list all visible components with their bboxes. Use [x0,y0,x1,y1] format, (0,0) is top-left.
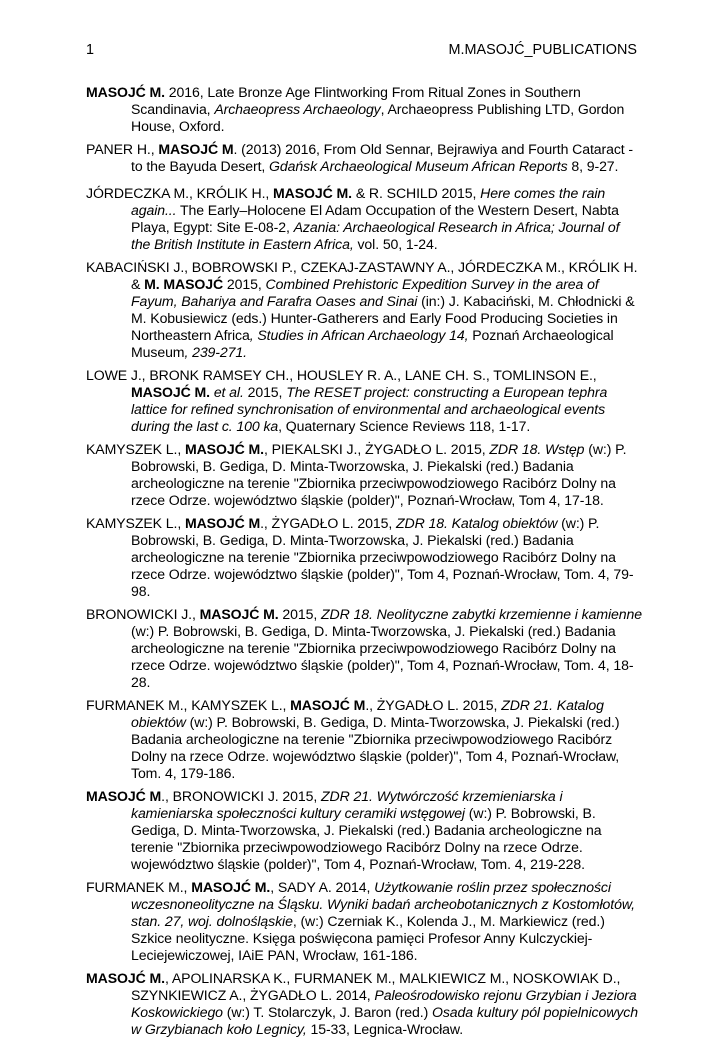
reference-title-text: Azania: Archaeological Research in Africa; Journal of the British Institute in Eastern Africa, [131,219,620,252]
reference-text: 2015, [243,384,287,400]
reference-text: (w:) P. Bobrowski, B. Gediga, D. Minta-Tworzowska, J. Piekalski (red.) Badania archeologiczne na terenie "Zbiornika przeciwpowodziowego Racibórz Dolny na rzece Odrze. województwo śląskie (polder)", Tom 4, Poznań-Wrocław, Tom. 4, 219-228. [131,805,602,872]
reference-entry [86,441,642,509]
reference-text: The Early–Holocene El Adam Occupation of the Western Desert, Nabta Playa, Egypt: Site E-08-2, [131,202,619,235]
reference-entry [86,185,642,253]
reference-title-text: Gdańsk Archaeological Museum African Reports [269,158,568,174]
reference-text: (w:) P. Bobrowski, B. Gediga, D. Minta-Tworzowska, J. Piekalski (red.) Badania archeologiczne na terenie "Zbiornika przeciwpowodziowego Racibórz Dolny na rzece Odrze. województwo śląskie (polder)", Poznań-Wrocław, Tom 4, 17-18. [131,441,627,508]
author-name-highlight: MASOJĆ M [184,515,261,531]
reference-entry [86,259,642,361]
reference-title-text: Here comes the rain again... [131,185,606,218]
reference-title-text: et al. [213,384,244,400]
reference-title-text: ZDR 21. Wytwórczość krzemieniarska i kamieniarska społeczności kultury ceramiki wstęgowej [131,788,563,821]
reference-text: ., ŻYGADŁO L. 2015, [365,697,502,713]
reference-entry [86,141,642,175]
reference-text: 2016, Late Bronze Age Flintworking From Ritual Zones in Southern Scandinavia, [131,84,581,117]
reference-text: , PIEKALSKI J., ŻYGADŁO L. 2015, [263,441,490,457]
page-header-title: M.MASOJĆ_PUBLICATIONS [448,42,637,58]
reference-text: , (w:) Czerniak K., Kolenda J., M. Markiewicz (red.) Szkice neolityczne. Księga poświęcona pamięci Profesor Anny Kulczyckiej-Leciejewiczowej, IAiE PAN, Wrocław, 161-186. [131,913,605,963]
reference-text: BRONOWICKI J., [86,606,200,622]
reference-text: , APOLINARSKA K., FURMANEK M., MALKIEWICZ M., NOSKOWIAK D., SZYNKIEWICZ A., ŻYGADŁO L. 2014, [131,970,621,1003]
reference-entry [86,788,642,873]
reference-title-text: ZDR 18. Neolityczne zabytki krzemienne i kamienne [321,606,642,622]
reference-text: KAMYSZEK L., [86,441,185,457]
author-name-highlight: MASOJĆ M. [273,185,352,201]
reference-text: 2015, [278,606,321,622]
reference-text: , Archaeopress Publishing LTD, Gordon House, Oxford. [131,101,625,134]
reference-text: PANER H., [86,141,159,157]
reference-text: & R. SCHILD 2015, [352,185,481,201]
reference-entry [86,367,642,435]
reference-title-text: Osada kultury pól popielnicowych w Grzybianach koło Legnicy, [131,1004,638,1037]
reference-text: . (2013) 2016, From Old Sennar, Bejrawiya and Fourth Cataract - to the Bayuda Desert, [131,141,633,174]
reference-title-text: ZDR 18. Wstęp [489,441,585,457]
author-name-highlight: MASOJĆ M. [86,84,165,100]
reference-text: Poznań Archaeological Museum [131,327,614,360]
page-number: 1 [86,42,95,58]
author-name-highlight: MASOJĆ M [158,141,234,157]
author-name-highlight: MASOJĆ M [290,697,366,713]
author-name-highlight: MASOJĆ M [86,788,162,804]
reference-title-text: ZDR 18. Katalog obiektów [395,515,558,531]
reference-text: FURMANEK M., KAMYSZEK L., [86,697,291,713]
reference-entry [86,606,642,691]
reference-text: , Quaternary Science Reviews 118, 1-17. [278,418,531,434]
reference-title-text: , 239-271. [184,344,247,360]
author-name-highlight: M. MASOJĆ [144,276,224,292]
reference-text: 15-33, Legnica-Wrocław. [306,1021,464,1037]
reference-text: (w:) T. Stolarczyk, J. Baron (red.) [222,1004,432,1020]
reference-entry [86,515,642,600]
reference-title-text: Użytkowanie roślin przez społeczności wczesnoneolityczne na Śląsku. Wyniki badań archeobotanicznych z Kostomłotów, stan. 27, woj. dolnośląskie [131,879,635,929]
reference-title-text: ZDR 21. Katalog obiektów [131,697,604,730]
reference-entry [86,879,642,964]
reference-title-text: Archaeopress Archaeology [214,101,381,117]
author-name-highlight: MASOJĆ M. [191,879,271,895]
reference-text: , SADY A. 2014, [270,879,375,895]
reference-text: (in:) J. Kabaciński, M. Chłodnicki & M. Kobusiewicz (eds.) Hunter-Gatherers and Early Food Producing Societies in Northeastern Africa [131,293,635,343]
reference-text: FURMANEK M., [86,879,192,895]
author-name-highlight: MASOJĆ M. [199,606,279,622]
reference-text: KAMYSZEK L., [86,515,185,531]
reference-text: LOWE J., BRONK RAMSEY CH., HOUSLEY R. A., LANE CH. S., TOMLINSON E., [86,367,597,383]
reference-list [86,84,642,1044]
author-name-highlight: MASOJĆ M. [131,384,210,400]
author-name-highlight: MASOJĆ M. [184,441,264,457]
reference-entry [86,970,642,1038]
reference-text: (w:) P. Bobrowski, B. Gediga, D. Minta-Tworzowska, J. Piekalski (red.) Badania archeologiczne na terenie "Zbiornika przeciwpowodziowego Racibórz Dolny na rzece Odrze. województwo śląskie (polder)", Tom 4, Poznań-Wrocław, Tom. 4, 79-98. [131,515,634,599]
reference-text: 2015, [223,276,266,292]
reference-entry [86,697,642,782]
reference-text: 8, 9-27. [567,158,619,174]
reference-text: vol. 50, 1-24. [353,236,438,252]
reference-text: ., ŻYGADŁO L. 2015, [260,515,396,531]
reference-entry [86,84,642,135]
reference-text: ., BRONOWICKI J. 2015, [161,788,321,804]
reference-text: (w:) P. Bobrowski, B. Gediga, D. Minta-Tworzowska, J. Piekalski (red.) Badania archeologiczne na terenie "Zbiornika przeciwpowodziowego Racibórz Dolny na rzece Odrze. województwo śląskie (polder)", Tom 4, Poznań-Wrocław, Tom. 4, 179-186. [131,714,620,781]
reference-title-text: Paleośrodowisko rejonu Grzybian i Jeziora Koskowickiego [131,987,637,1020]
reference-text: JÓRDECZKA M., KRÓLIK H., [86,185,274,201]
reference-text: (w:) P. Bobrowski, B. Gediga, D. Minta-Tworzowska, J. Piekalski (red.) Badania archeologiczne na terenie "Zbiornika przeciwpowodziowego Racibórz Dolny na rzece Odrze. województwo śląskie (polder)", Tom 4, Poznań-Wrocław, Tom. 4, 18-28. [131,623,634,690]
reference-title-text: Combined Prehistoric Expedition Survey in the area of Fayum, Bahariya and Farafra Oases and Sinai [131,276,599,309]
reference-title-text: , Studies in African Archaeology 14, [249,327,469,343]
reference-title-text: The RESET project: constructing a European tephra lattice for refined synchronisation of environmental and archaeological events during the last c. 100 ka [131,384,608,434]
reference-text: KABACIŃSKI J., BOBROWSKI P., CZEKAJ-ZASTAWNY A., JÓRDECZKA M., KRÓLIK H. & [86,259,638,292]
author-name-highlight: MASOJĆ M. [86,970,165,986]
